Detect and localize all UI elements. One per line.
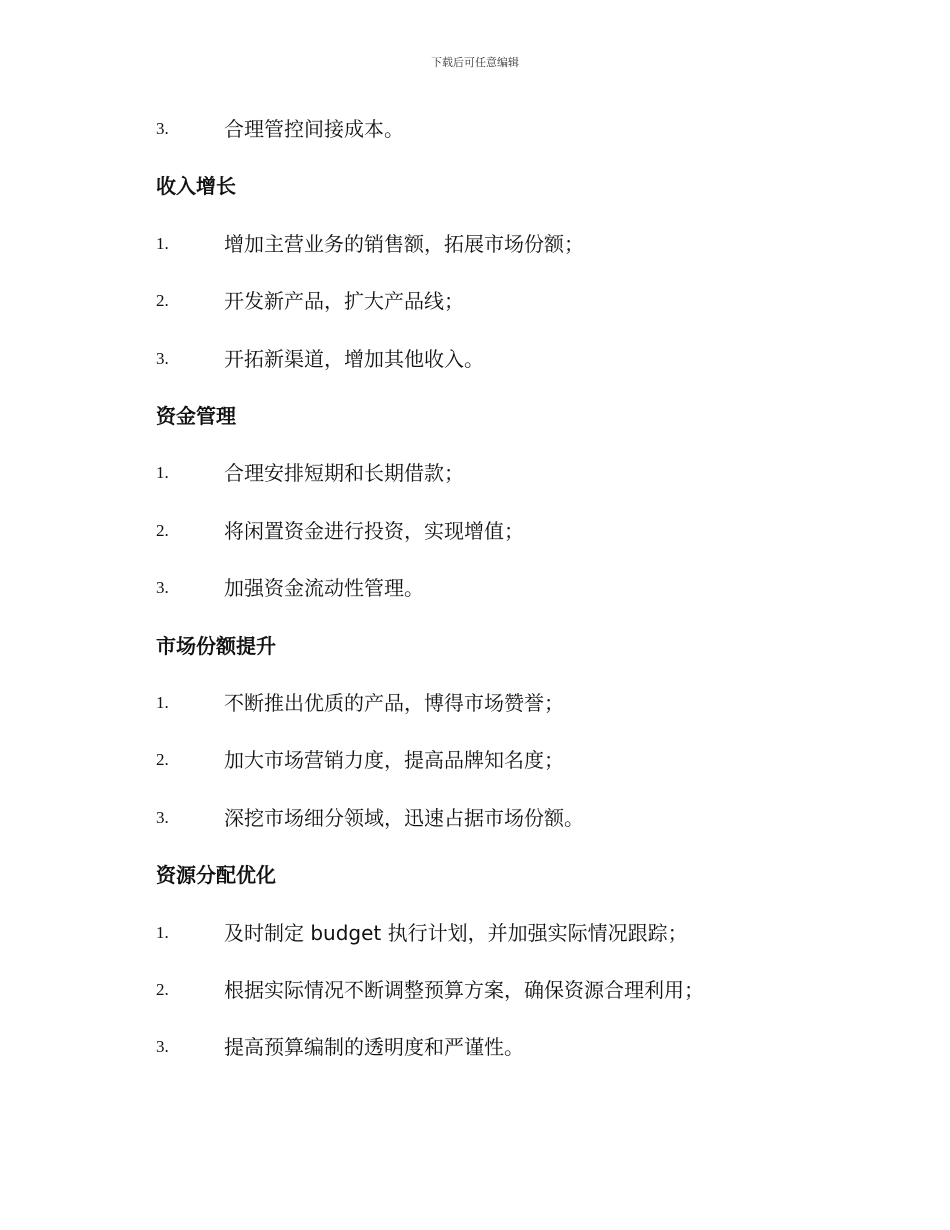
list-item [0, 918, 950, 948]
list-item [0, 688, 950, 718]
list-item-number: 3. [156, 1037, 169, 1057]
section-heading-text: 资源分配优化 [156, 863, 276, 888]
list-item-text: 加大市场营销力度，提高品牌知名度； [224, 748, 564, 773]
list-item [0, 229, 950, 259]
section-heading [0, 401, 950, 431]
list-item-text: 根据实际情况不断调整预算方案，确保资源合理利用； [224, 978, 704, 1002]
page-header: 下载后可任意编辑 [431, 56, 519, 69]
list-item-text: 深挖市场细分领域，迅速占据市场份额。 [224, 805, 584, 830]
list-item-number: 2. [156, 291, 169, 311]
list-item [0, 516, 950, 546]
list-item [0, 745, 950, 775]
list-item-text: 开发新产品，扩大产品线； [224, 289, 464, 314]
list-item-text: 开拓新渠道，增加其他收入。 [224, 346, 484, 371]
list-item [0, 975, 950, 1005]
list-item-text: 将闲置资金进行投资，实现增值； [224, 518, 524, 543]
list-item-number: 3. [156, 119, 169, 138]
list-item [0, 573, 950, 603]
list-item-number: 3. [156, 578, 169, 598]
list-item-text: 合理安排短期和长期借款； [224, 461, 464, 486]
list-item-number: 2. [156, 520, 169, 540]
list-item-number: 1. [156, 233, 169, 253]
list-item-text: 及时制定 budget 执行计划，并加强实际情况跟踪； [224, 920, 688, 945]
list-item-number: 1. [156, 463, 169, 483]
list-item-number: 2. [156, 980, 169, 999]
list-item-text: 加强资金流动性管理。 [224, 576, 424, 601]
list-item-number: 3. [156, 807, 169, 827]
list-item [0, 1032, 950, 1062]
list-item [0, 458, 950, 488]
list-item-text: 提高预算编制的透明度和严谨性。 [224, 1035, 524, 1060]
list-item-number: 2. [156, 750, 169, 770]
list-item [0, 114, 950, 144]
section-heading [0, 631, 950, 661]
list-item [0, 803, 950, 833]
list-item-number: 1. [156, 693, 169, 712]
list-item [0, 344, 950, 374]
list-item-text: 增加主营业务的销售额，拓展市场份额； [224, 231, 584, 256]
list-item-text: 合理管控间接成本。 [224, 117, 404, 141]
list-item [0, 286, 950, 316]
section-heading-text: 资金管理 [156, 404, 236, 428]
section-heading-text: 市场份额提升 [156, 633, 276, 658]
section-heading [0, 171, 950, 201]
list-item-number: 1. [156, 922, 169, 942]
list-item-number: 3. [156, 348, 169, 368]
list-item-text: 不断推出优质的产品，博得市场赞誉； [224, 691, 564, 715]
section-heading [0, 860, 950, 890]
section-heading-text: 收入增长 [156, 174, 236, 199]
